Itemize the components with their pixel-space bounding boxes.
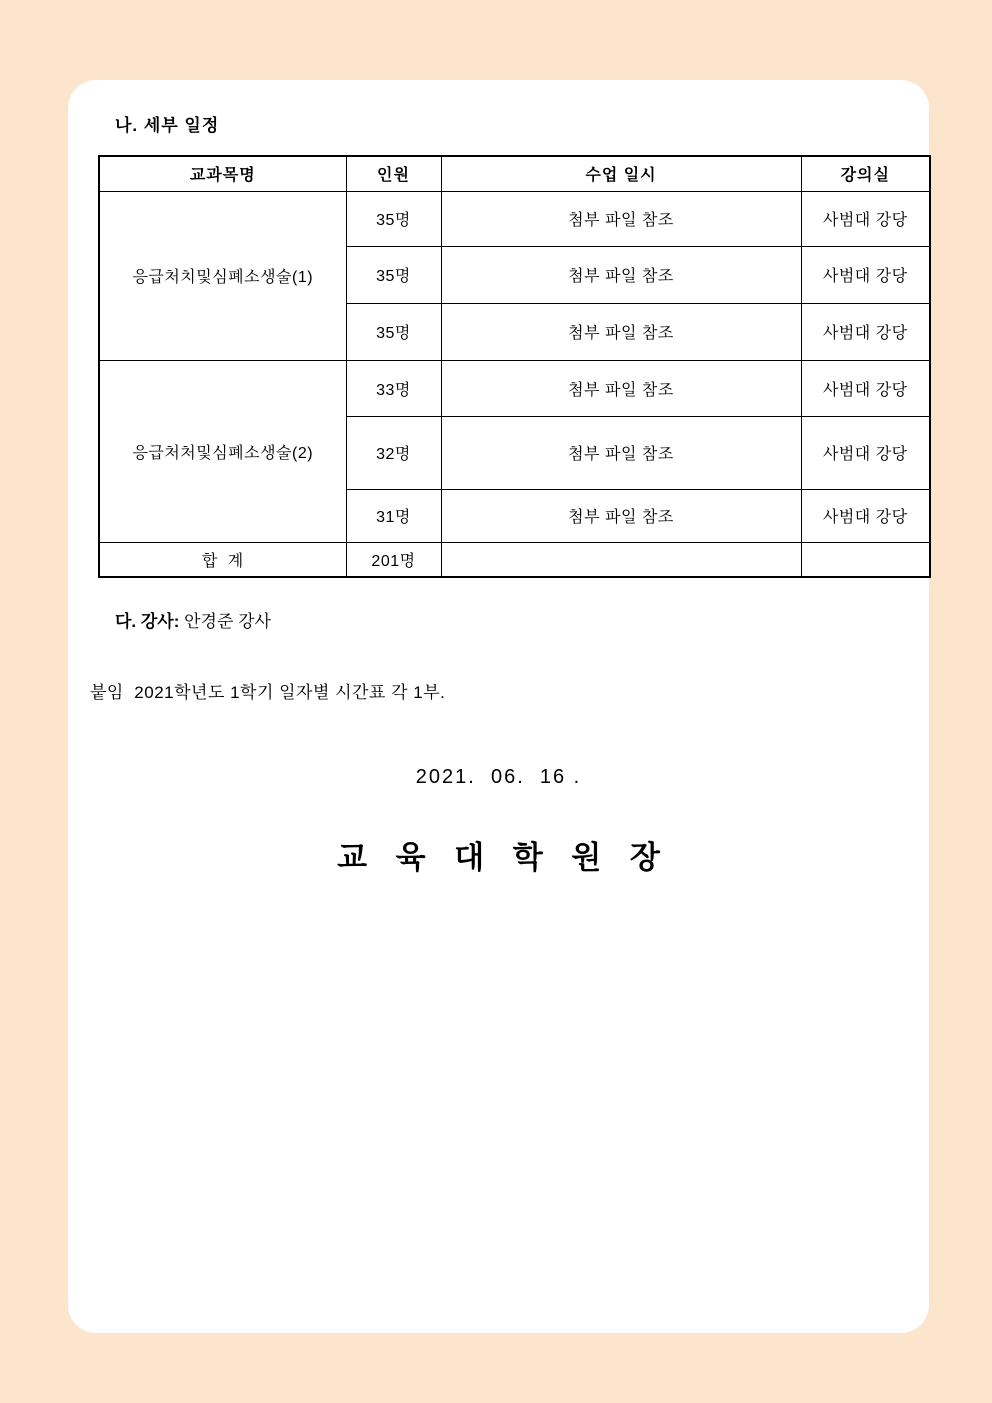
document-card [68,80,929,1333]
room-cell: 사범대 강당 [801,191,930,246]
table-row [99,360,930,416]
count-cell: 35명 [346,246,441,303]
schedule-cell: 첨부 파일 참조 [441,191,801,246]
schedule-cell: 첨부 파일 참조 [441,489,801,542]
total-schedule-cell [441,542,801,577]
schedule-cell: 첨부 파일 참조 [441,360,801,416]
table-header-row [99,156,930,191]
instructor-value: 안경준 강사 [179,612,271,631]
count-cell: 31명 [346,489,441,542]
total-room-cell [801,542,930,577]
signature-title: 교 육 대 학 원 장 [337,840,670,875]
room-cell: 사범대 강당 [801,489,930,542]
section-b-title: 나. 세부 일정 [115,116,220,135]
count-cell: 35명 [346,191,441,246]
attachment-note: 붙임 2021학년도 1학기 일자별 시간표 각 1부. [90,683,446,702]
course-cell: 응급처처및심폐소생술(2) [99,360,346,542]
schedule-table [98,155,931,578]
count-cell: 33명 [346,360,441,416]
header-count: 인원 [346,156,441,191]
room-cell: 사범대 강당 [801,360,930,416]
schedule-cell: 첨부 파일 참조 [441,416,801,489]
document-date: 2021. 06. 16 . [415,766,582,788]
count-cell: 35명 [346,303,441,360]
course-cell: 응급처치및심폐소생술(1) [99,191,346,360]
total-label-cell: 합 계 [99,542,346,577]
room-cell: 사범대 강당 [801,416,930,489]
room-cell: 사범대 강당 [801,303,930,360]
table-row [99,191,930,246]
count-cell: 32명 [346,416,441,489]
header-schedule: 수업 일시 [441,156,801,191]
room-cell: 사범대 강당 [801,246,930,303]
schedule-cell: 첨부 파일 참조 [441,246,801,303]
table-total-row [99,542,930,577]
section-c-instructor [115,607,271,632]
instructor-label: 다. 강사: [115,612,180,631]
header-room: 강의실 [801,156,930,191]
header-course: 교과목명 [99,156,346,191]
schedule-cell: 첨부 파일 참조 [441,303,801,360]
total-count-cell: 201명 [346,542,441,577]
